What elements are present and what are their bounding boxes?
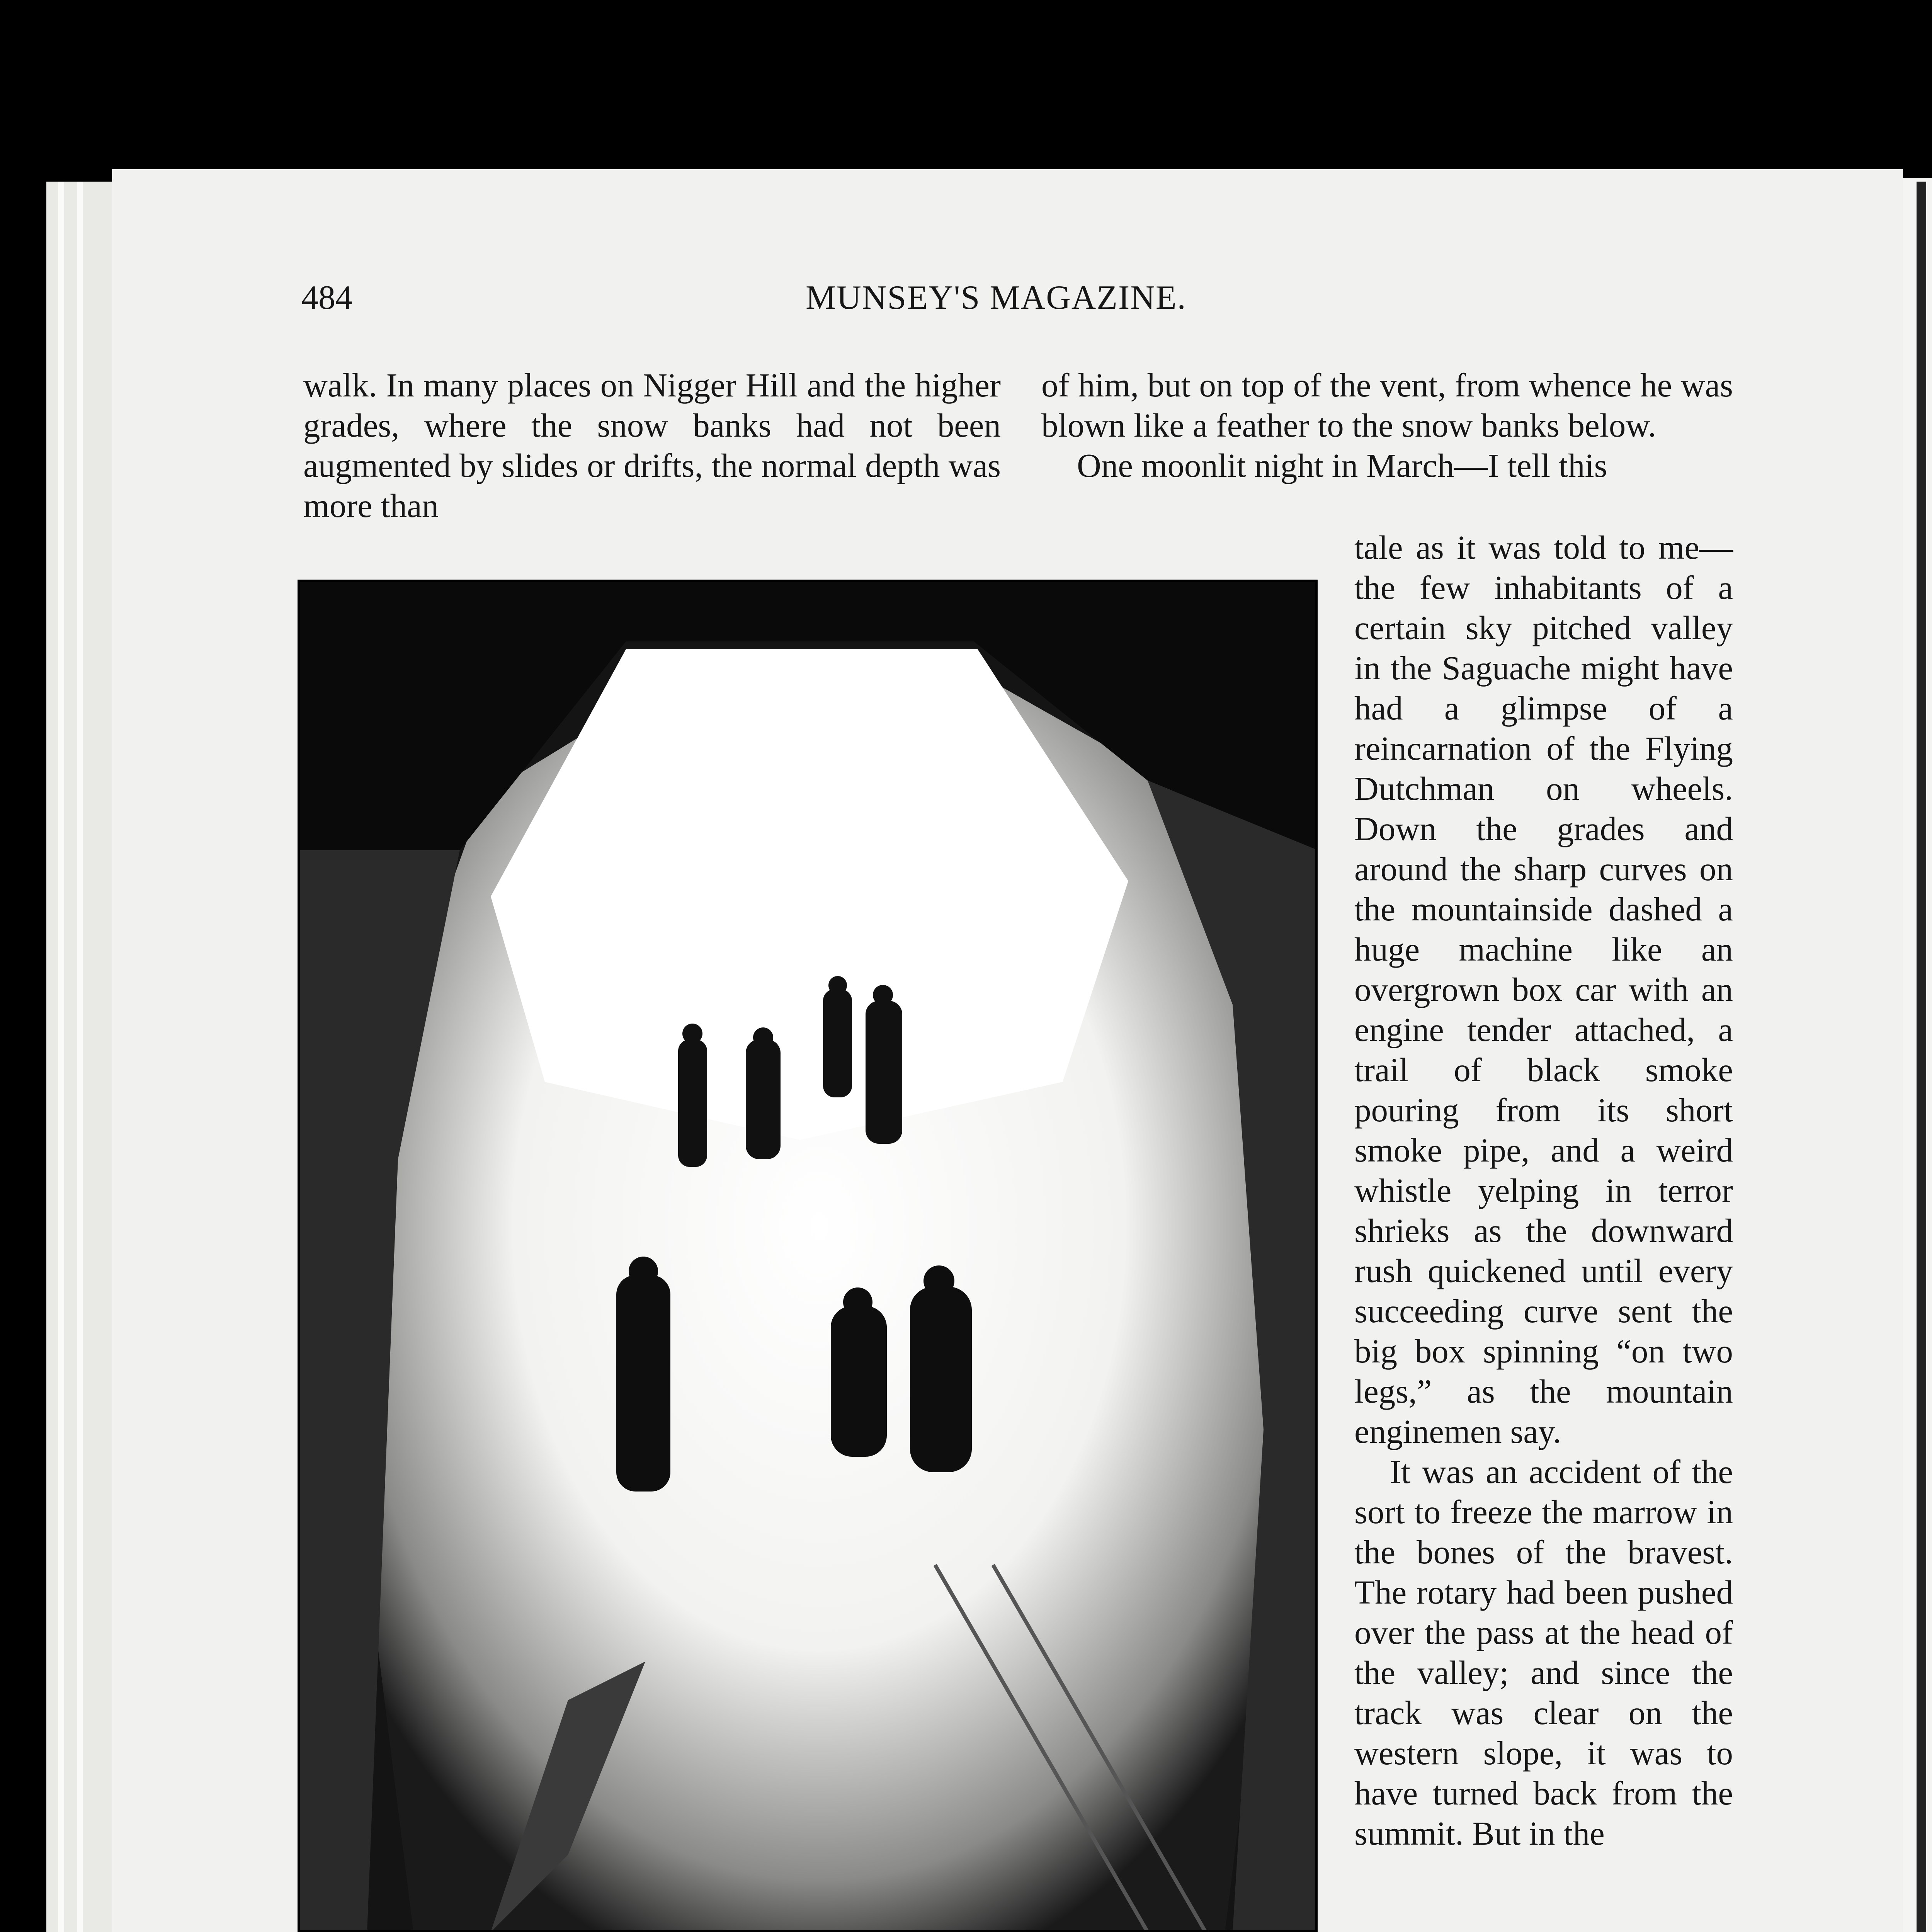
page-number: 484 <box>301 279 352 316</box>
page-edge-left-inner <box>77 182 83 1932</box>
paragraph: One moonlit night in March—I tell this <box>1077 447 1607 484</box>
paragraph: It was an accident of the sort to freeze the marrow in the bones of the bravest. The rotary had been pushed over the pass at the head of the valley; and since the track was clear on the western slope, it was to have turned back from the summit. But in the <box>1354 1453 1733 1852</box>
column-left-top <box>303 365 1001 526</box>
paragraph: tale as it was told to me—the few inhabitants of a certain sky pitched valley in the Saguache might have had a glimpse of a reincarnation of the Flying Dutchman on wheels. Down the grades and around the sharp curves on the mountainside dashed a huge machine like an overgrown box car with an engine tender attached, a trail of black smoke pouring from its short smoke pipe, and a weird whistle yelping in terror shrieks as the downward rush quickened until every succeeding curve sent the big box spinning “on two legs,” as the mountain enginemen say. <box>1354 529 1733 1450</box>
paragraph: of him, but on top of the vent, from whence he was blown like a feather to the snow banks below. <box>1041 366 1733 444</box>
page-edge-left <box>58 182 64 1932</box>
column-right-top <box>1041 365 1733 486</box>
paragraph: walk. In many places on Nigger Hill and the higher grades, where the snow banks had not been augmented by slides or drifts, the normal depth was more than <box>303 366 1001 524</box>
running-title: MUNSEY'S MAGAZINE. <box>806 279 1187 316</box>
column-right-wrap <box>1354 527 1733 1854</box>
snow-shed-illustration <box>298 580 1318 1932</box>
